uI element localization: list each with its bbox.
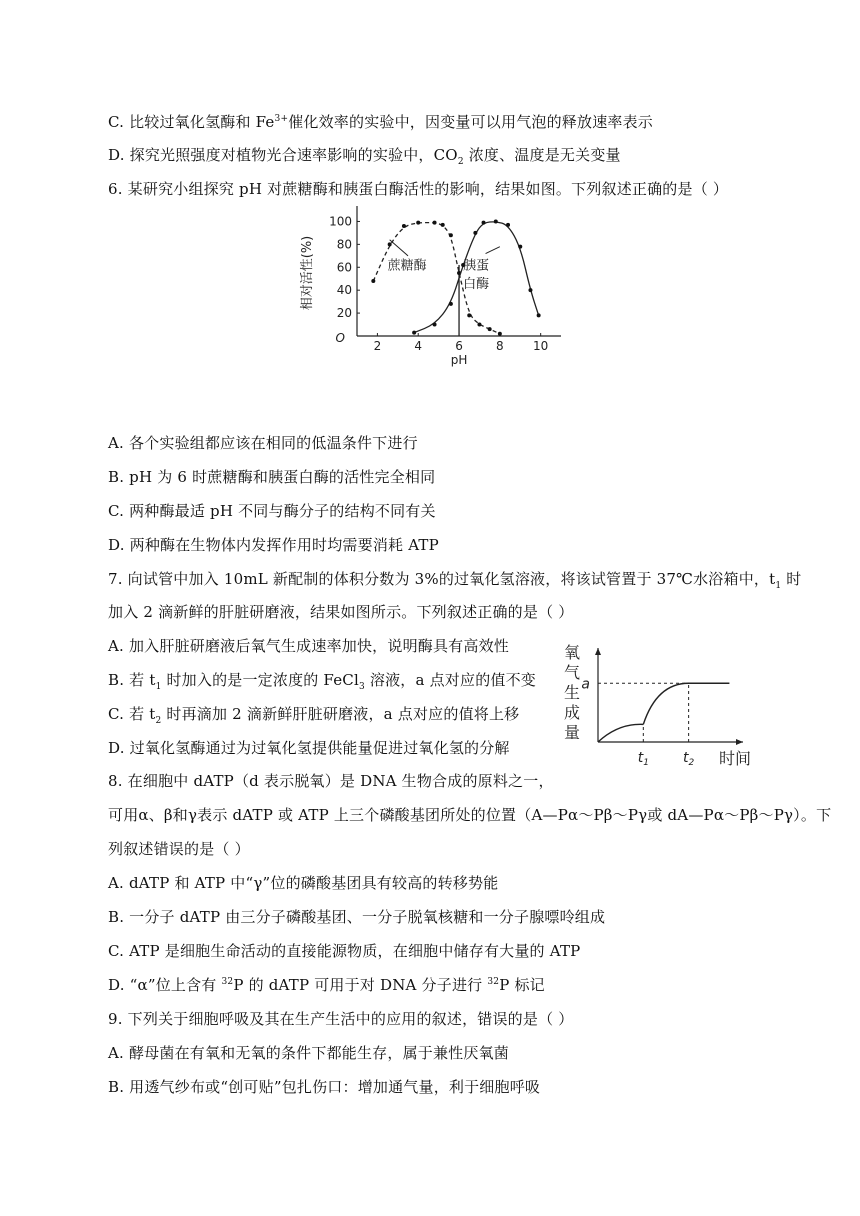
data-point xyxy=(449,302,453,306)
q7-option-c: C. 若 $t_2$ 时再滴加 2 滴新鲜肝脏研磨液，a 点对应的值将上移 xyxy=(108,705,520,726)
data-point xyxy=(537,313,541,317)
y-tick-label: 40 xyxy=(336,283,352,298)
data-point xyxy=(473,231,477,235)
data-point xyxy=(506,223,510,227)
q6-option-c: C. 两种酶最适 pH 不同与酶分子的结构不同有关 xyxy=(108,502,436,520)
q7-option-d: D. 过氧化氢酶通过为过氧化氢提供能量促进过氧化氢的分解 xyxy=(108,739,510,757)
data-point xyxy=(449,233,453,237)
data-point xyxy=(433,323,437,327)
y-tick-label: 20 xyxy=(336,306,352,321)
q9-option-b: B. 用透气纱布或“创可贴”包扎伤口：增加通气量，利于细胞呼吸 xyxy=(108,1078,541,1096)
data-point xyxy=(433,221,437,225)
oxygen-production-chart xyxy=(558,640,758,770)
x-axis-arrow xyxy=(736,739,743,745)
q8-option-a: A. dATP 和 ATP 中“γ”位的磷酸基团具有较高的转移势能 xyxy=(108,874,499,892)
data-point xyxy=(388,242,392,246)
data-point xyxy=(498,332,502,336)
option-c-line: C. 比较过氧化氢酶和 $Fe^{3+}$催化效率的实验中，因变量可以用气泡的释放速率表示 xyxy=(108,113,653,131)
question-8: 8. 在细胞中 dATP（d 表示脱氧）是 DNA 生物合成的原料之一， xyxy=(108,772,554,790)
x-axis-label: pH xyxy=(450,353,468,367)
sucrase-leader-line xyxy=(390,240,408,256)
x-tick-label: 10 xyxy=(533,339,549,353)
question-7-cont: 加入 2 滴新鲜的肝脏研磨液，结果如图所示。下列叙述正确的是（ ） xyxy=(108,603,574,621)
y-axis-label-char: 量 xyxy=(563,723,581,742)
y-tick-label: 60 xyxy=(336,260,352,275)
x-tick-label: 2 xyxy=(373,339,382,353)
q6-option-d: D. 两种酶在生物体内发挥作用时均需要消耗 ATP xyxy=(108,536,439,554)
data-point xyxy=(477,323,481,327)
trypsin-leader-line xyxy=(486,247,500,254)
data-point xyxy=(412,331,416,335)
x-tick-label: 6 xyxy=(455,339,463,353)
x-axis-label: 时间 xyxy=(718,749,752,768)
y-tick-label: 100 xyxy=(329,214,352,229)
x-tick-label: $t_1$ xyxy=(637,750,649,768)
origin-label: O xyxy=(335,331,345,345)
data-point xyxy=(482,221,486,225)
x-tick-label: 8 xyxy=(496,339,504,353)
y-axis-label-char: 生 xyxy=(563,683,581,702)
trypsin-series-label-line1: 胰蛋 xyxy=(463,258,490,274)
q6-option-b: B. pH 为 6 时蔗糖酶和胰蛋白酶的活性完全相同 xyxy=(108,468,436,486)
y-tick-label: 80 xyxy=(336,237,352,252)
a-marker-label: a xyxy=(581,676,590,693)
data-point xyxy=(441,223,445,227)
data-point xyxy=(467,313,471,317)
q6-option-a: A. 各个实验组都应该在相同的低温条件下进行 xyxy=(108,434,418,452)
option-d-line: D. 探究光照强度对植物光合速率影响的实验中，$CO_2$ 浓度、温度是无关变量 xyxy=(108,146,621,167)
q7-option-b: B. 若 $t_1$ 时加入的是一定浓度的 FeCl$_3$ 溶液，a 点对应的值不变 xyxy=(108,671,537,692)
question-8-cont2: 列叙述错误的是（ ） xyxy=(108,840,250,858)
trypsin-series-label-line2: 白酶 xyxy=(463,276,490,292)
sucrase-series-label: 蔗糖酶 xyxy=(387,258,427,274)
y-axis-label-char: 成 xyxy=(563,703,581,722)
data-point xyxy=(371,279,375,283)
q9-option-a: A. 酵母菌在有氧和无氧的条件下都能生存，属于兼性厌氧菌 xyxy=(108,1044,509,1062)
question-7: 7. 向试管中加入 10mL 新配制的体积分数为 3%的过氧化氢溶液，将该试管置于 37℃水浴箱中，$t_1$ 时 xyxy=(108,570,802,591)
oxygen-curve xyxy=(598,683,729,742)
data-point xyxy=(488,327,492,331)
y-axis-label-char: 气 xyxy=(563,663,581,682)
q8-option-c: C. ATP 是细胞生命活动的直接能源物质，在细胞中储存有大量的 ATP xyxy=(108,942,581,960)
data-point xyxy=(528,288,532,292)
question-9: 9. 下列关于细胞呼吸及其在生产生活中的应用的叙述，错误的是（ ） xyxy=(108,1010,574,1028)
x-tick-label: $t_2$ xyxy=(683,750,695,768)
x-tick-label: 4 xyxy=(414,339,423,353)
q8-option-b: B. 一分子 dATP 由三分子磷酸基团、一分子脱氧核糖和一分子腺嘌呤组成 xyxy=(108,908,606,926)
question-8-cont: 可用α、β和γ表示 dATP 或 ATP 上三个磷酸基团所处的位置（A—Pα～Pβ～Pγ或 dA—Pα～Pβ～Pγ）。下 xyxy=(108,806,832,824)
q7-option-a: A. 加入肝脏研磨液后氧气生成速率加快，说明酶具有高效性 xyxy=(108,637,509,655)
q8-option-d: D. “α”位上含有 $^{32}$P 的 dATP 可用于对 DNA 分子进行 $^{32}$P 标记 xyxy=(108,976,545,994)
enzyme-activity-chart xyxy=(295,200,565,372)
data-point xyxy=(402,224,406,228)
data-point xyxy=(518,245,522,249)
data-point xyxy=(494,219,498,223)
question-6: 6. 某研究小组探究 pH 对蔗糖酶和胰蛋白酶活性的影响，结果如图。下列叙述正确的是（ ） xyxy=(108,180,729,198)
data-point xyxy=(416,221,420,225)
y-axis-label: 相对活性(%) xyxy=(300,235,315,311)
y-axis-label-char: 氧 xyxy=(563,643,581,662)
y-axis-arrow xyxy=(595,648,601,655)
